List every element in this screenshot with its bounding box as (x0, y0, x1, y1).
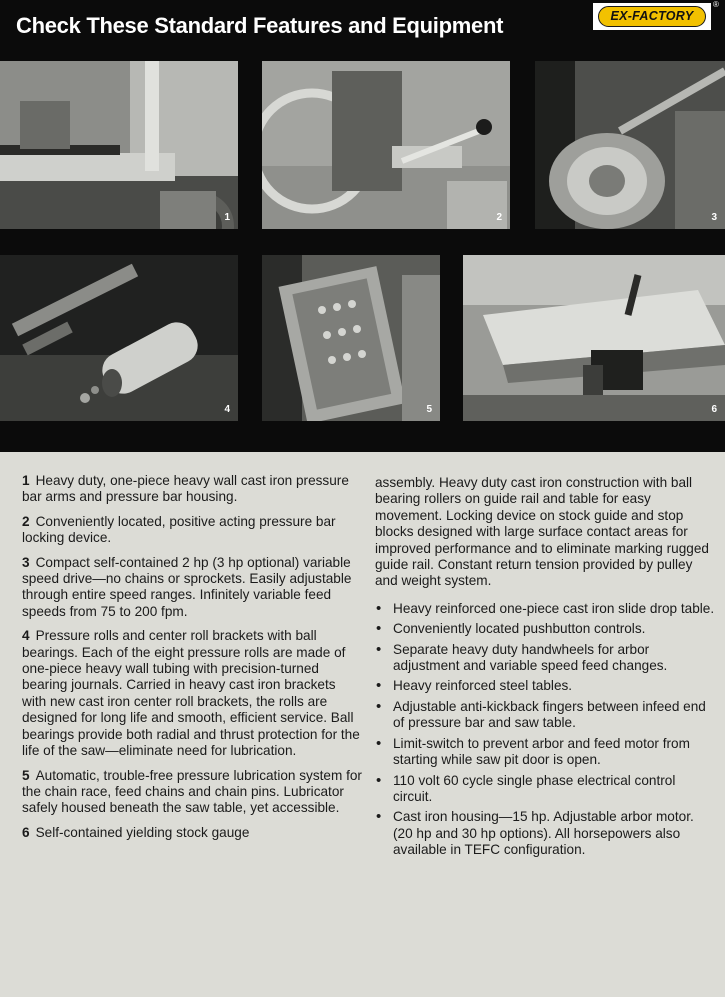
bullet-item: • Cast iron housing—15 hp. Adjustable arbor motor. (20 hp and 30 hp options). All horsepowers also available in TEFC configuration. (375, 809, 715, 858)
lubrication-system-icon (262, 255, 440, 421)
feature-number: 1 (22, 473, 30, 488)
locking-lever-icon (262, 61, 510, 229)
feature-number: 2 (22, 513, 30, 529)
feature-text: Heavy duty, one-piece heavy wall cast iron pressure bar arms and pressure bar housing. (22, 473, 349, 505)
feature-text: Self-contained yielding stock gauge (35, 824, 250, 840)
registered-mark: ® (713, 0, 719, 9)
brand-logo (593, 3, 711, 30)
feature-item (22, 555, 362, 621)
photo-panel (0, 0, 725, 452)
text-column-left (22, 473, 362, 849)
photo-4 (0, 255, 238, 421)
feature-text: Compact self-contained 2 hp (3 hp optional) variable speed drive—no chains or sprockets. Easily adjustable through entire speed ranges. Infinitely variable feed speeds from 75 to 200 fpm. (22, 554, 352, 619)
photo-number: 4 (224, 404, 230, 415)
pressure-bar-housing-icon (0, 61, 238, 229)
text-column-right (375, 475, 715, 863)
feature-number: 3 (22, 554, 30, 570)
photo-1 (0, 61, 238, 229)
brand-logo-text: EX-FACTORY (598, 6, 706, 27)
feature-text: Automatic, trouble-free pressure lubrication system for the chain race, feed chains and chain pins. Lubricator safely housed beneath the saw table, yet accessible. (22, 767, 362, 816)
equipment-bullet-list (375, 601, 715, 859)
pressure-roll-icon (0, 255, 238, 421)
feature-item (22, 473, 362, 506)
photo-6 (463, 255, 725, 421)
feature-number: 4 (22, 628, 30, 644)
variable-speed-drive-icon (535, 61, 725, 229)
feature-item (22, 628, 362, 759)
bullet-item: • Adjustable anti-kickback fingers between infeed end of pressure bar and saw table. (375, 699, 715, 732)
feature-6-continued: assembly. Heavy duty cast iron construction with ball bearing rollers on guide rail and table for easy movement. Locking device on stock guide and stop blocks designed with large surface contact areas for improved performance and to eliminate marking rugged guide rail. Constant return tension provided by pulley and weight system. (375, 475, 709, 589)
bullet-item: • 110 volt 60 cycle single phase electrical control circuit. (375, 773, 715, 806)
feature-text: Pressure rolls and center roll brackets with ball bearings. Each of the eight pressure rolls are made of one-piece heavy wall tubing with precision-turned bearing journals. Carried in heavy cast iron brackets with new cast iron center roll brackets, the rolls are designed for long life and smooth, efficient service. Ball bearings provide both radial and thrust protection for the life of the saw—eliminate need for lubrication. (22, 628, 360, 759)
feature-item (22, 514, 362, 547)
photo-5 (262, 255, 440, 421)
photo-number: 1 (224, 212, 230, 223)
bullet-item: • Conveniently located pushbutton controls. (375, 621, 715, 637)
photo-number: 6 (711, 404, 717, 415)
bullet-item: • Heavy reinforced steel tables. (375, 678, 715, 694)
bullet-item: • Heavy reinforced one-piece cast iron slide drop table. (375, 601, 715, 617)
feature-text: Conveniently located, positive acting pressure bar locking device. (22, 513, 336, 546)
photo-2 (262, 61, 510, 229)
photo-number: 2 (496, 212, 502, 223)
photo-number: 5 (426, 404, 432, 415)
bullet-item: • Separate heavy duty handwheels for arbor adjustment and variable speed feed changes. (375, 642, 715, 675)
photo-3 (535, 61, 725, 229)
feature-item (22, 768, 362, 817)
photo-number: 3 (711, 212, 717, 223)
feature-text (0, 452, 725, 997)
stock-gauge-icon (463, 255, 725, 421)
feature-number: 5 (22, 767, 30, 783)
page-title: Check These Standard Features and Equipment (16, 13, 504, 38)
bullet-item: • Limit-switch to prevent arbor and feed motor from starting while saw pit door is open. (375, 736, 715, 769)
feature-number: 6 (22, 824, 30, 840)
feature-item (22, 825, 362, 841)
